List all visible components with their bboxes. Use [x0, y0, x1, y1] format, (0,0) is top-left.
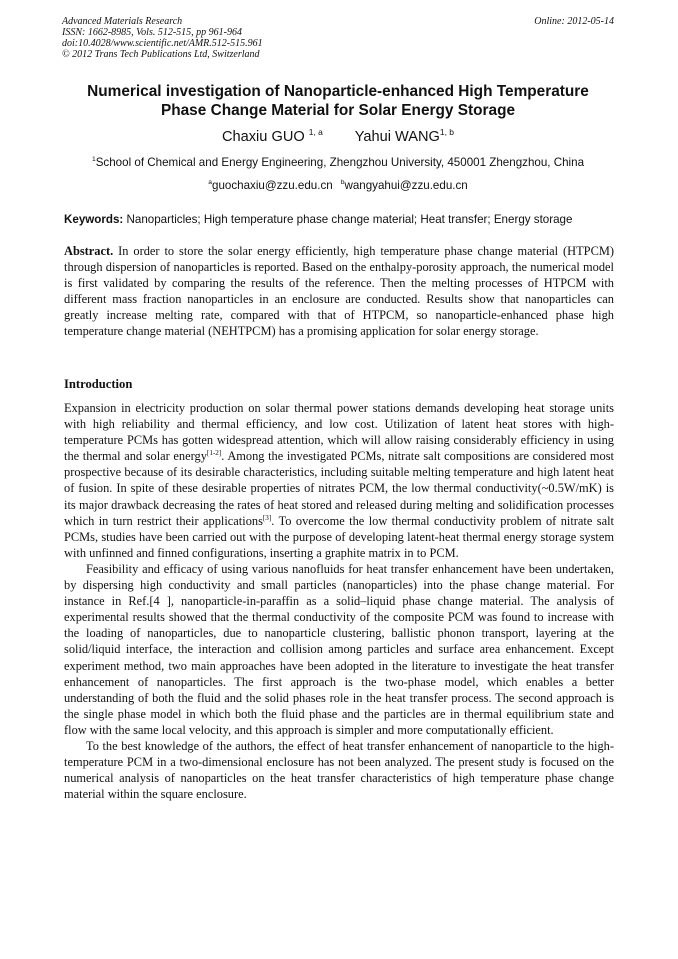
author-list — [62, 128, 614, 146]
keywords-label: Keywords: — [64, 213, 124, 226]
email-superscript: a — [208, 179, 212, 187]
author-name: Chaxiu GUO — [221, 129, 305, 145]
journal-header — [62, 16, 614, 60]
keywords-text: Nanoparticles; High temperature phase change material; Heat transfer; Energy storage — [123, 213, 573, 226]
email-address[interactable]: guochaxiu@zzu.edu.cn — [212, 179, 333, 192]
paper-title — [62, 82, 614, 120]
citation-ref[interactable]: [3] — [262, 513, 272, 522]
citation-ref[interactable]: [1-2] — [206, 449, 222, 458]
doi-line: doi:10.4028/www.scientific.net/AMR.512-515.961 — [62, 38, 263, 49]
intro-paragraph-2: Feasibility and efficacy of using various nanofluids for heat transfer enhancement have been undertaken, by dispersing high conductivity and small particles (nanoparticles) into the phase change material. For instance in Ref.[4 ], nanoparticle-in-paraffin as a solid–liquid phase change material. The analysis of experimental results showed that the thermal conductivity of the composite PCM was found to increase with the loading of nanoparticles, due to nanoparticle clustering, ballistic phonon transport, layering at the solid/liquid interface, the interaction and collision among particles and surface area enhancement. Except experiment method, two main approaches have been adopted in the literature to investigate the heat transfer enhancement of nanoparticles. The first approach is the two-phase model, which enables a better understanding of both the fluid and the solid phases role in the heat transfer process. The second approach is the single phase model in which both the fluid phase and the particles are in thermal equilibrium state and flow with the same local velocity, and this approach is simpler and more computationally efficient. — [64, 561, 614, 737]
affiliation — [62, 156, 614, 170]
affiliation-superscript: 1 — [91, 156, 96, 164]
introduction-body — [64, 400, 614, 802]
author-superscript: 1, a — [308, 127, 323, 138]
title-line-2: Phase Change Material for Solar Energy Storage — [160, 102, 516, 119]
affiliation-text: School of Chemical and Energy Engineering, Zhengzhou University, 450001 Zhengzhou, China — [95, 156, 585, 169]
author-superscript: 1, b — [439, 127, 455, 138]
journal-name: Advanced Materials Research — [62, 16, 183, 27]
intro-paragraph-3: To the best knowledge of the authors, the effect of heat transfer enhancement of nanoparticle to the high-temperature PCM in a two-dimensional enclosure has not been analyzed. The present study is focused on the numerical analysis of nanoparticles on the heat transfer characteristics of high temperature phase change material within the square enclosure. — [64, 738, 614, 802]
paragraph-text: . To overcome the low thermal conductivity problem of nitrate salt PCMs, studies have been carried out with the purpose of developing latent-heat thermal energy storage system with unfinned and finned configurations, inserting a graphite matrix in to PCM. — [64, 513, 614, 560]
online-date: Online: 2012-05-14 — [534, 16, 614, 27]
copyright-line: © 2012 Trans Tech Publications Ltd, Switzerland — [62, 49, 260, 60]
abstract — [64, 243, 614, 340]
email-list — [62, 179, 614, 193]
section-heading-introduction: Introduction — [64, 377, 133, 391]
abstract-label: Abstract. — [64, 244, 114, 258]
author-name: Yahui WANG — [354, 129, 440, 145]
paragraph-text: . Among the investigated PCMs, nitrate salt compositions are considered most prospective because of its desirable characteristics, including suitable melting temperature and high latent heat of fusion. In spite of these desirable properties of nitrates PCM, the low thermal conductivity(~0.5W/mK) is its major drawback decreasing the rates of heat stored and released during melting and solidification processes which in turn restrict their applications — [64, 449, 614, 528]
intro-paragraph-1 — [64, 400, 614, 561]
email-superscript: b — [340, 179, 345, 187]
paragraph-text: Expansion in electricity production on solar thermal power stations demands developing heat storage units with high reliability and thermal efficiency, and low cost. Utilization of latent heat stores with high-temperature PCMs has gotten widespread attention, which will allow raising considerably efficiency in using the thermal and solar energy — [64, 401, 614, 464]
issn-line: ISSN: 1662-8985, Vols. 512-515, pp 961-964 — [62, 27, 242, 38]
title-line-1: Numerical investigation of Nanoparticle-enhanced High Temperature — [87, 83, 589, 100]
abstract-text: In order to store the solar energy efficiently, high temperature phase change material (HTPCM) through dispersion of nanoparticles is reported. Based on the enthalpy-porosity approach, the numerical model is first validated by comparing the results of the reference. Then the melting processes of HTPCM with different mass fraction nanoparticles in an enclosure are conducted. Results show that nanoparticles can greatly increase melting rate, compared with that of HTPCM, so nanoparticle-enhanced phase high temperature change material (NEHTPCM) has a promising application for solar energy storage. — [64, 244, 614, 339]
email-address[interactable]: wangyahui@zzu.edu.cn — [344, 179, 468, 192]
keywords — [64, 213, 616, 227]
